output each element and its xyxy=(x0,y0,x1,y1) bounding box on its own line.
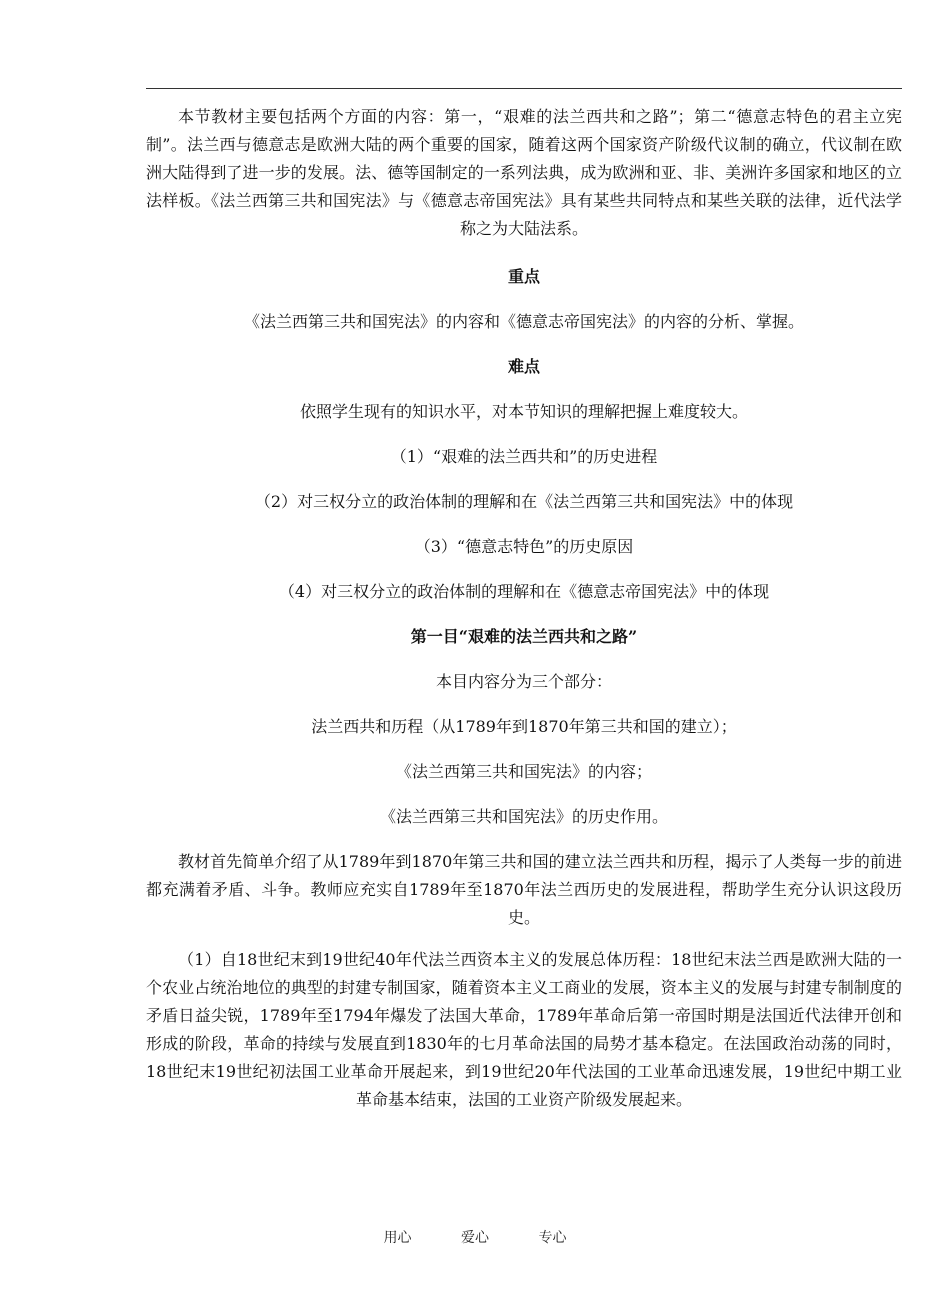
difficulties-text: 依照学生现有的知识水平，对本节知识的理解把握上难度较大。 xyxy=(299,402,748,421)
document-body xyxy=(146,103,902,1114)
section1-part: 《法兰西第三共和国宪法》的内容； xyxy=(395,762,652,781)
section1-intro: 本目内容分为三个部分： xyxy=(435,672,612,691)
section1-part: 《法兰西第三共和国宪法》的历史作用。 xyxy=(379,807,668,826)
section1-paragraph-1: 教材首先简单介绍了从1789年到1870年第三共和国的建立法兰西共和历程，揭示了人类每一步的前进都充满着矛盾、斗争。教师应充实自1789年至1870年法兰西历史的发展进程，帮助学生充分认识这段历史。 xyxy=(146,852,902,927)
page-footer xyxy=(0,1228,950,1248)
footer-text: 专心 xyxy=(538,1230,567,1246)
difficulties-heading: 难点 xyxy=(507,357,540,376)
difficulty-item: （3）“德意志特色”的历史原因 xyxy=(414,537,634,556)
difficulty-item: （2）对三权分立的政治体制的理解和在《法兰西第三共和国宪法》中的体现 xyxy=(254,492,794,511)
header-rule xyxy=(146,88,902,89)
footer-text: 用心 xyxy=(383,1230,412,1246)
section1-part: 法兰西共和历程（从1789年到1870年第三共和国的建立）； xyxy=(311,717,737,736)
difficulty-item: （4）对三权分立的政治体制的理解和在《德意志帝国宪法》中的体现 xyxy=(278,582,770,601)
key-points-text: 《法兰西第三共和国宪法》的内容和《德意志帝国宪法》的内容的分析、掌握。 xyxy=(243,312,804,331)
section1-heading: 第一目“艰难的法兰西共和之路” xyxy=(410,627,638,646)
footer-text: 爱心 xyxy=(461,1230,489,1246)
intro-paragraph: 本节教材主要包括两个方面的内容：第一，“艰难的法兰西共和之路”；第二“德意志特色的君主立宪制”。法兰西与德意志是欧洲大陆的两个重要的国家，随着这两个国家资产阶级代议制的确立，代议制在欧洲大陆得到了进一步的发展。法、德等国制定的一系列法典，成为欧洲和亚、非、美洲许多国家和地区的立法样板。《法兰西第三共和国宪法》与《德意志帝国宪法》具有某些共同特点和某些关联的法律，近代法学称之为大陆法系。 xyxy=(146,107,902,238)
difficulty-item: （1）“艰难的法兰西共和”的历史进程 xyxy=(390,447,658,466)
key-points-heading: 重点 xyxy=(507,267,540,286)
section1-paragraph-2: （1）自18世纪末到19世纪40年代法兰西资本主义的发展总体历程：18世纪末法兰西是欧洲大陆的一个农业占统治地位的典型的封建专制国家，随着资本主义工商业的发展，资本主义的发展与封建专制制度的矛盾日益尖锐，1789年至1794年爆发了法国大革命，1789年革命后第一帝国时期是法国近代法律开创和形成的阶段，革命的持续与发展直到1830年的七月革命法国的局势才基本稳定。在法国政治动荡的同时，18世纪末19世纪初法国工业革命开展起来，到19世纪20年代法国的工业革命迅速发展，19世纪中期工业革命基本结束，法国的工业资产阶级发展起来。 xyxy=(146,950,902,1109)
